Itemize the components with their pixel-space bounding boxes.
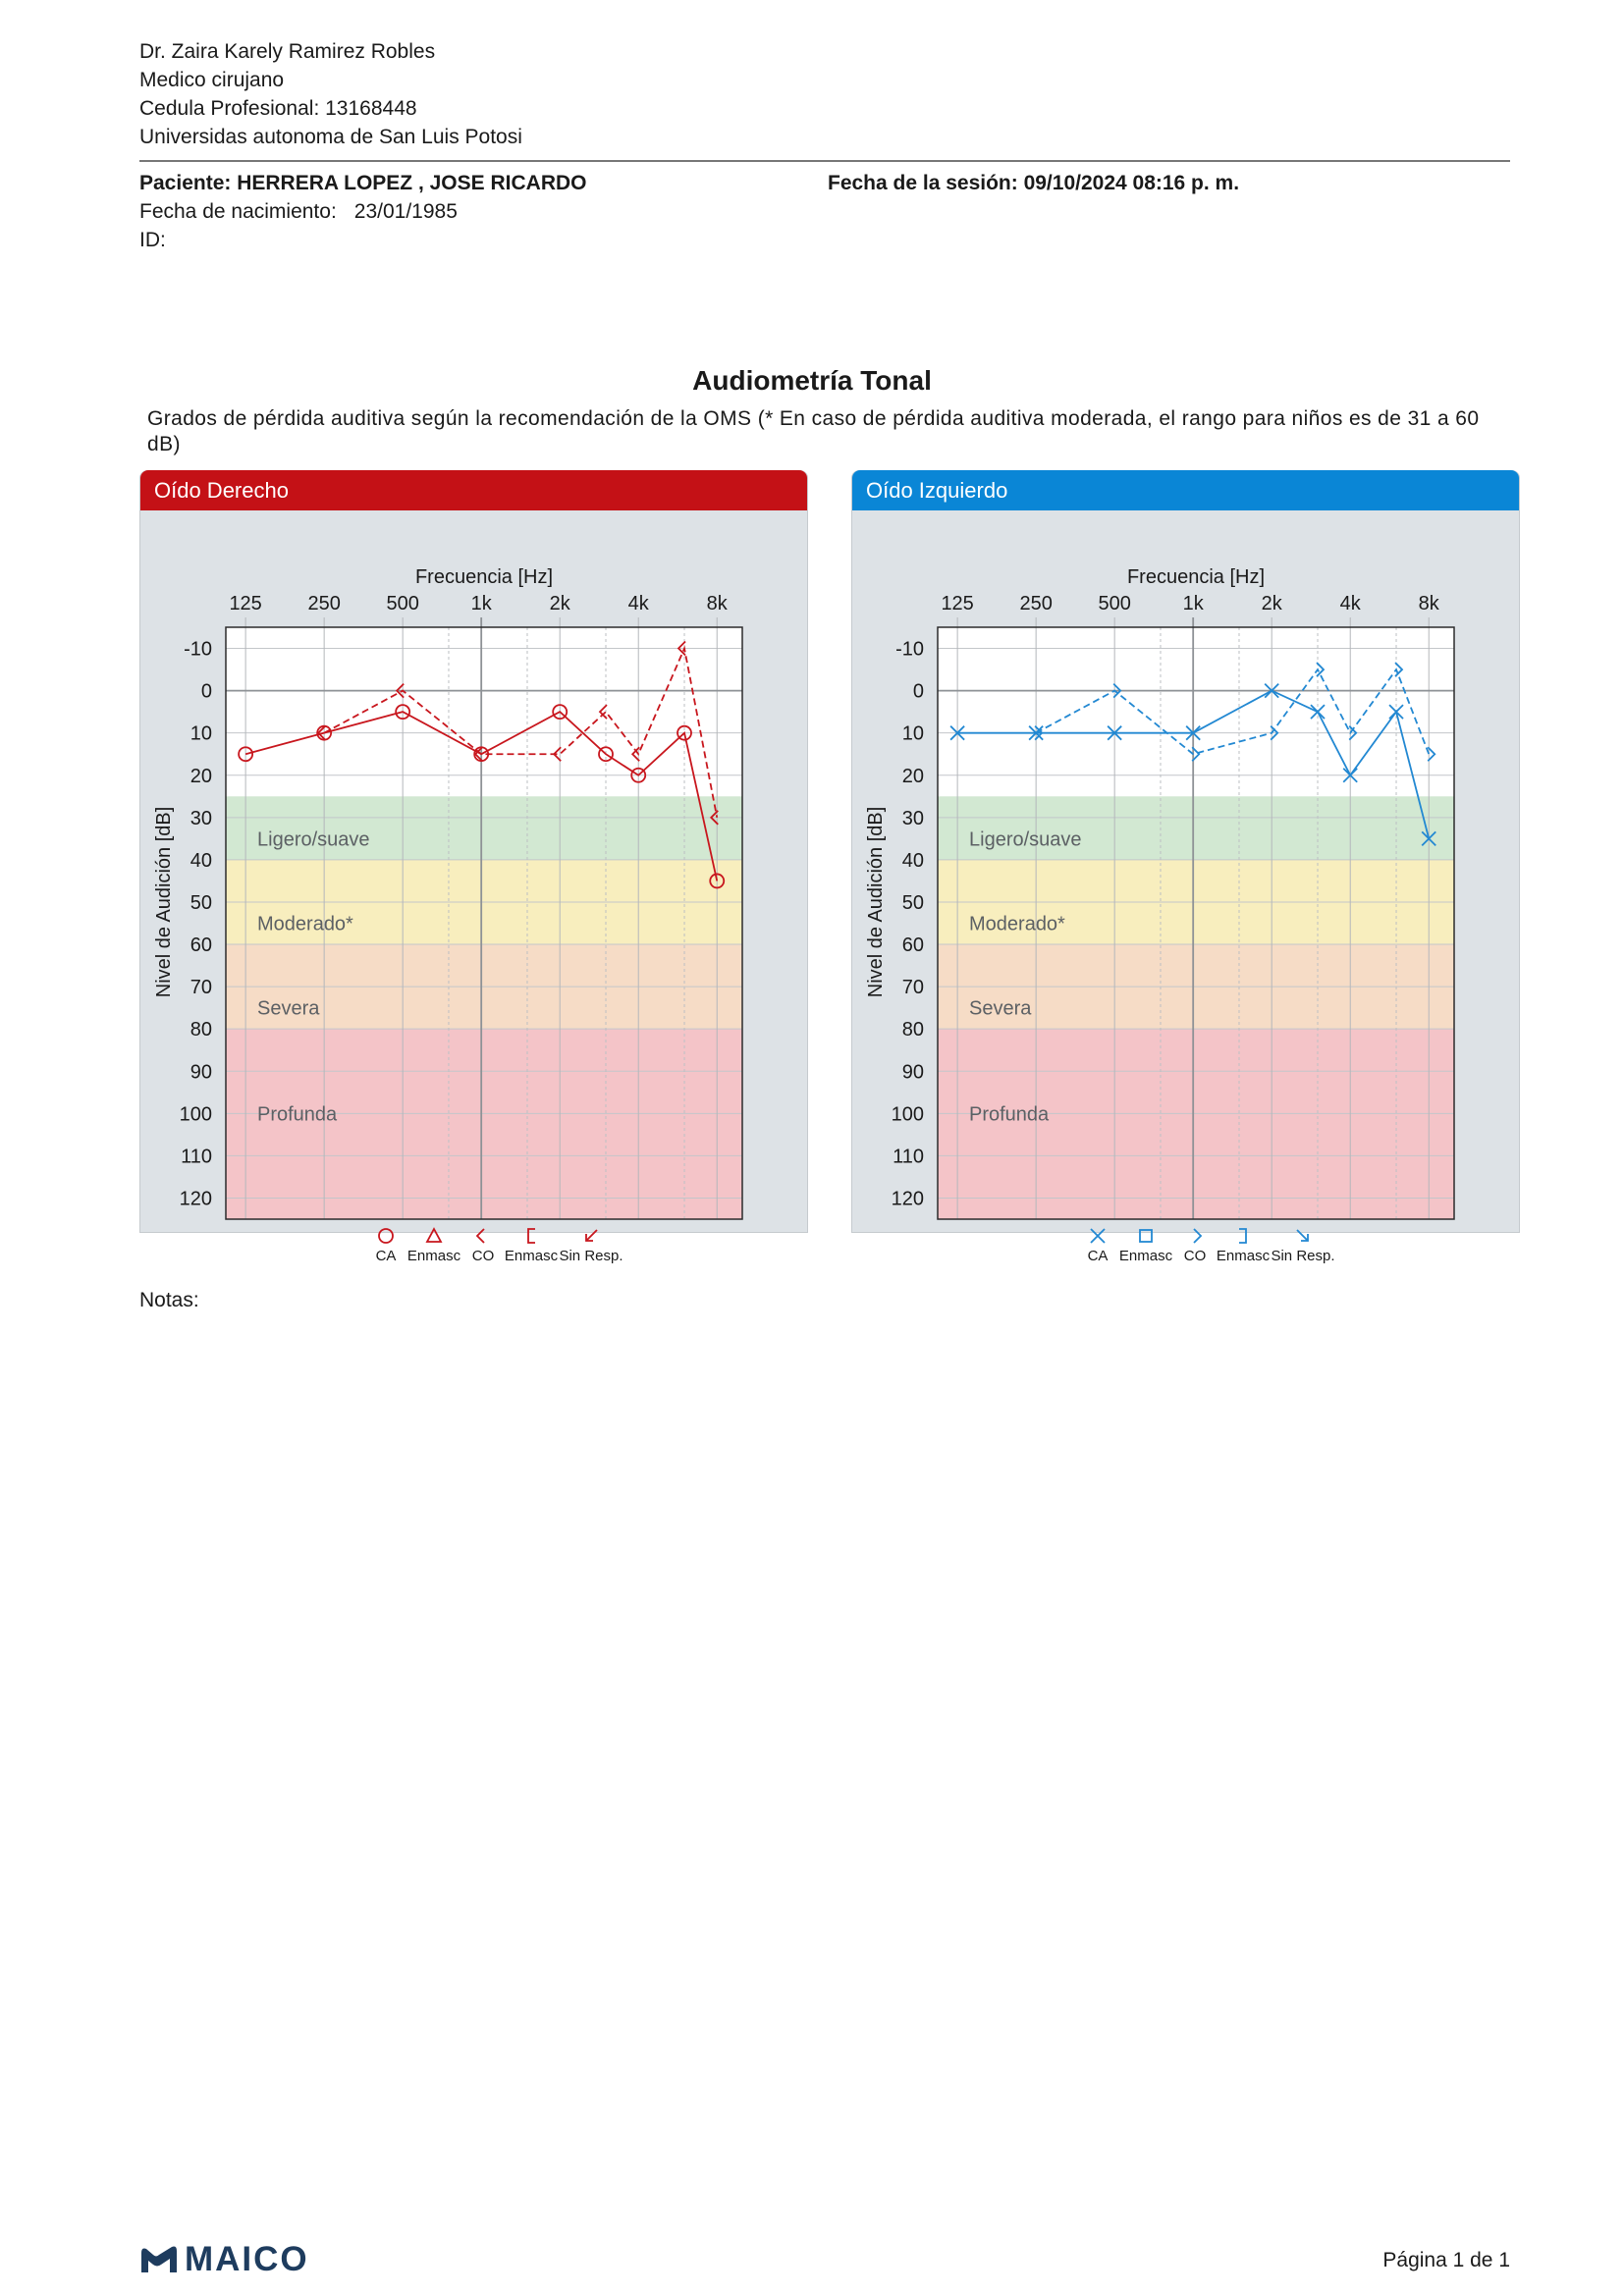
doctor-name: Dr. Zaira Karely Ramirez Robles xyxy=(139,40,436,63)
y-tick-label: 90 xyxy=(189,1061,212,1084)
x-tick-label: 8k xyxy=(706,593,728,614)
header-divider xyxy=(139,160,1510,162)
x-tick-label: 125 xyxy=(229,593,262,614)
session-date: Fecha de la sesión: 09/10/2024 08:16 p. m. xyxy=(828,172,1240,194)
legend-symbol xyxy=(1091,1229,1105,1243)
y-tick-label: 50 xyxy=(189,891,212,914)
y-tick-label: 110 xyxy=(893,1146,924,1168)
x-tick-label: 250 xyxy=(307,593,341,614)
y-tick-label: -10 xyxy=(184,638,212,661)
y-tick-label: 70 xyxy=(901,977,924,999)
y-tick-label: 20 xyxy=(189,765,212,787)
x-tick-label: 8k xyxy=(1418,593,1439,614)
legend-symbol xyxy=(528,1229,535,1243)
band-label: Ligero/suave xyxy=(969,828,1082,851)
band-label: Severa xyxy=(257,997,320,1020)
x-axis-label: Frecuencia [Hz] xyxy=(414,566,554,588)
legend-label: Enmasc xyxy=(1216,1248,1271,1264)
y-axis-label: Nivel de Audición [dB] xyxy=(153,806,175,998)
y-tick-label: 40 xyxy=(901,849,924,872)
y-tick-label: 30 xyxy=(189,807,212,829)
y-tick-label: 80 xyxy=(189,1019,212,1041)
right-ear-panel xyxy=(139,470,808,1264)
y-tick-label: 120 xyxy=(891,1188,924,1210)
y-tick-label: 120 xyxy=(179,1188,212,1210)
right-ear-title: Oído Derecho xyxy=(140,470,807,510)
x-tick-label: 1k xyxy=(1182,593,1204,614)
band-label: Severa xyxy=(969,997,1032,1020)
id-label: ID: xyxy=(139,229,166,251)
band-label: Moderado* xyxy=(257,913,353,935)
report-title: Audiometría Tonal xyxy=(692,365,932,396)
brand-name: MAICO xyxy=(185,2240,309,2278)
band-label: Profunda xyxy=(969,1103,1050,1126)
patient-name: HERRERA LOPEZ , JOSE RICARDO xyxy=(237,172,587,194)
x-axis-label: Frecuencia [Hz] xyxy=(1126,566,1266,588)
patient-name-label: Paciente: xyxy=(139,172,232,194)
x-tick-label: 500 xyxy=(1098,593,1131,614)
x-tick-label: 125 xyxy=(941,593,974,614)
dob-label: Fecha de nacimiento: xyxy=(139,200,337,223)
legend-symbol xyxy=(1194,1229,1201,1243)
y-tick-label: -10 xyxy=(895,638,924,661)
maico-logo xyxy=(139,2240,309,2279)
legend-label: Enmasc xyxy=(1118,1248,1173,1264)
x-tick-label: 500 xyxy=(386,593,419,614)
legend-symbol xyxy=(1297,1230,1308,1241)
y-tick-label: 110 xyxy=(181,1146,212,1168)
y-tick-label: 70 xyxy=(189,977,212,999)
y-tick-label: 0 xyxy=(912,680,924,703)
doctor-license: Cedula Profesional: 13168448 xyxy=(139,97,417,120)
x-tick-label: 4k xyxy=(627,593,649,614)
y-tick-label: 100 xyxy=(179,1103,212,1126)
notes-label: Notas: xyxy=(139,1289,199,1311)
legend-label: Enmasc xyxy=(406,1248,461,1264)
legend-label: CA xyxy=(1087,1248,1109,1264)
left-ear-panel xyxy=(851,470,1520,1264)
y-tick-label: 10 xyxy=(189,722,212,745)
band-label: Profunda xyxy=(257,1103,338,1126)
legend-symbol xyxy=(1239,1229,1246,1243)
legend-label: CO xyxy=(1183,1248,1207,1264)
maico-wave-icon xyxy=(139,2243,179,2276)
report-subtitle: Grados de pérdida auditiva según la recomendación de la OMS (* En caso de pérdida auditiva moderada, el rango para niños es de 31 a 60 dB) xyxy=(147,407,1480,455)
y-tick-label: 80 xyxy=(901,1019,924,1041)
y-tick-label: 0 xyxy=(200,680,212,703)
y-tick-label: 20 xyxy=(901,765,924,787)
doctor-university: Universidas autonoma de San Luis Potosi xyxy=(139,126,522,148)
y-tick-label: 30 xyxy=(901,807,924,829)
x-tick-label: 250 xyxy=(1019,593,1053,614)
y-tick-label: 90 xyxy=(901,1061,924,1084)
legend-label: CO xyxy=(471,1248,495,1264)
x-tick-label: 4k xyxy=(1339,593,1361,614)
y-tick-label: 60 xyxy=(189,934,212,957)
band-label: Ligero/suave xyxy=(257,828,370,851)
doctor-title: Medico cirujano xyxy=(139,69,285,91)
y-tick-label: 40 xyxy=(189,849,212,872)
y-tick-label: 60 xyxy=(901,934,924,957)
left-ear-title: Oído Izquierdo xyxy=(852,470,1519,510)
legend-label: Enmasc xyxy=(504,1248,559,1264)
legend-symbol xyxy=(477,1229,484,1243)
y-tick-label: 10 xyxy=(901,722,924,745)
left-ear-audiogram xyxy=(852,510,1519,1264)
y-tick-label: 100 xyxy=(891,1103,924,1126)
legend-symbol xyxy=(586,1230,597,1241)
page-number: Página 1 de 1 xyxy=(1382,2249,1510,2271)
legend-symbol xyxy=(427,1229,441,1242)
legend-label: CA xyxy=(375,1248,397,1264)
doctor-header xyxy=(139,37,522,151)
band-label: Moderado* xyxy=(969,913,1065,935)
legend-label: Sin Resp. xyxy=(559,1248,623,1264)
legend-label: Sin Resp. xyxy=(1271,1248,1335,1264)
legend-symbol xyxy=(1140,1230,1152,1242)
right-ear-audiogram xyxy=(140,510,807,1264)
dob-value: 23/01/1985 xyxy=(353,200,458,223)
x-tick-label: 2k xyxy=(1261,593,1282,614)
x-tick-label: 2k xyxy=(549,593,570,614)
patient-info xyxy=(139,169,586,254)
y-tick-label: 50 xyxy=(901,891,924,914)
x-tick-label: 1k xyxy=(470,593,492,614)
legend-symbol xyxy=(379,1229,393,1243)
y-axis-label: Nivel de Audición [dB] xyxy=(865,806,887,998)
